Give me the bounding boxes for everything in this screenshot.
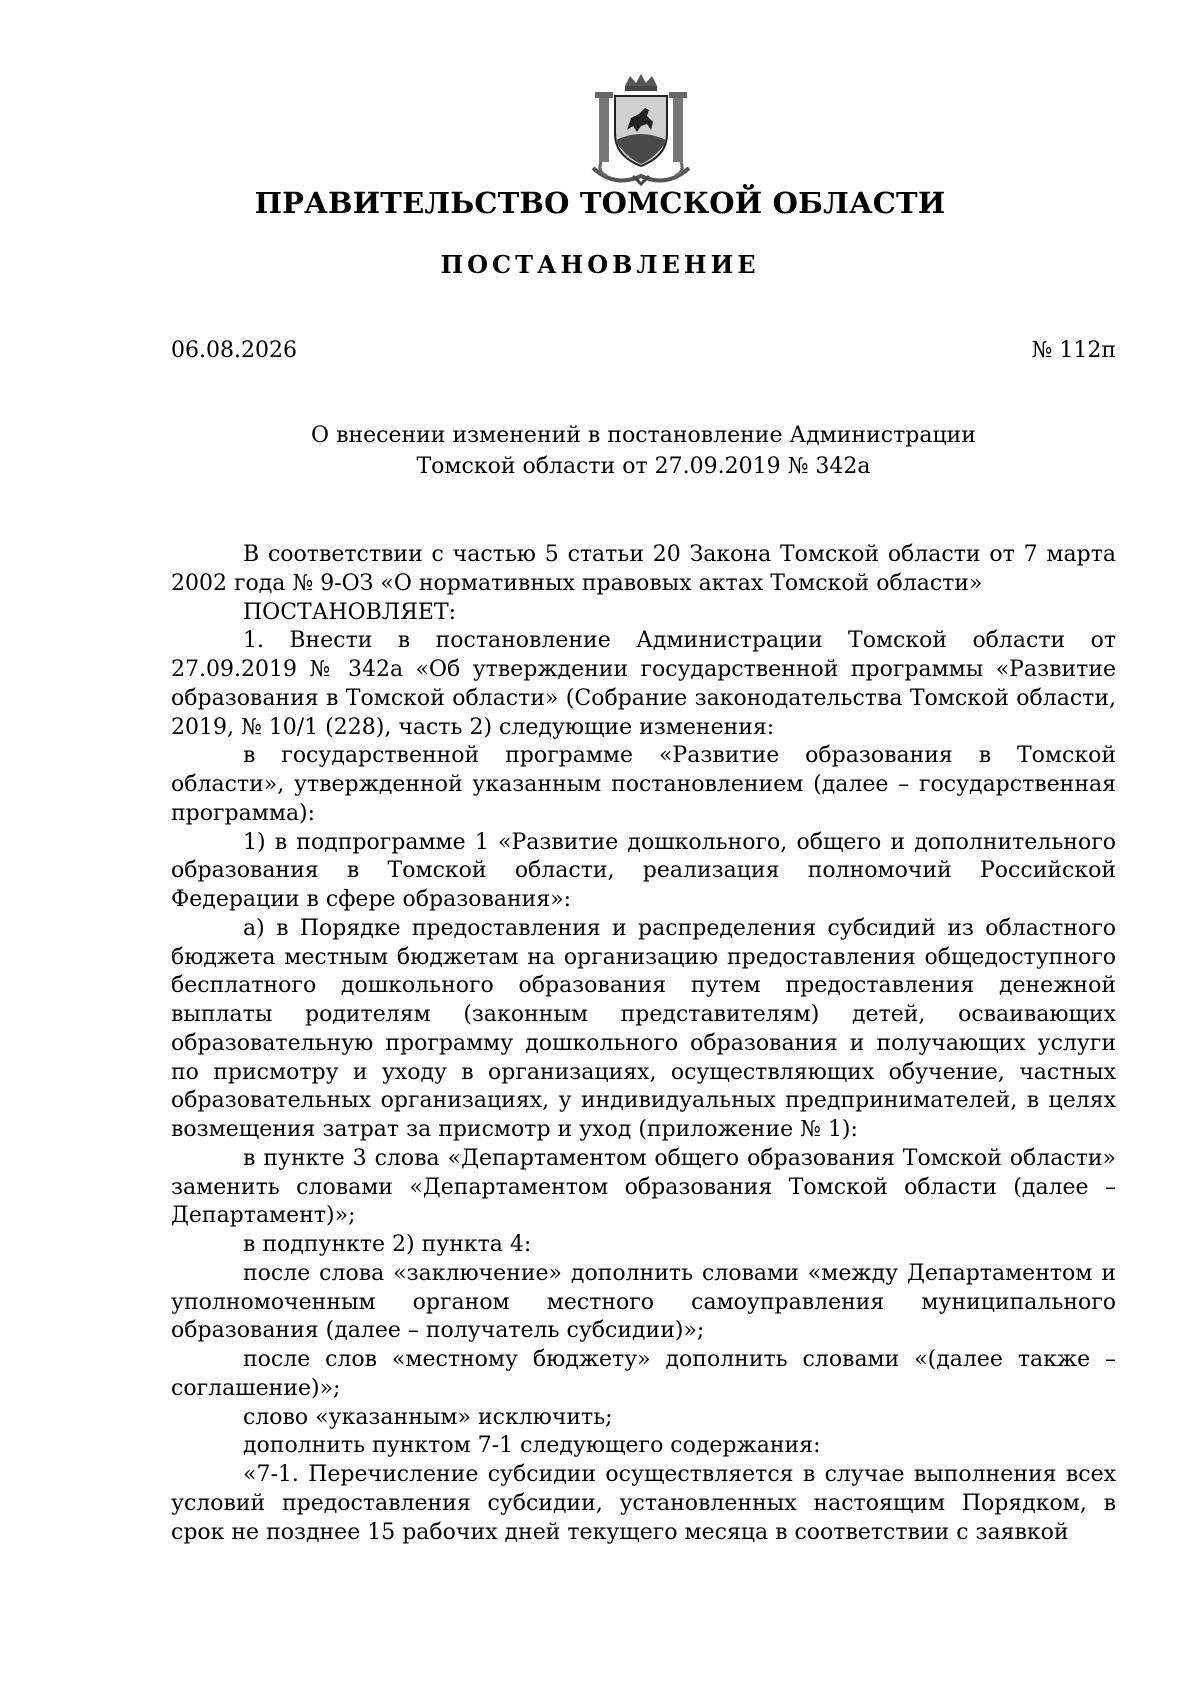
body-paragraph: 1. Внести в постановление Администрации Томской области от 27.09.2019 № 342а «Об утверждении государственной программы «Развитие образования в Томской области» (Собрание законодательства Томской области, 2019, № 10/1 (228), часть 2) следующие изменения: [171,628,1116,740]
body-paragraph: в государственной программе «Развитие образования в Томской области», утвержденной указанным постановлением (далее – государственная программа): [171,743,1116,826]
body-paragraph: В соответствии с частью 5 статьи 20 Закона Томской области от 7 марта 2002 года № 9-ОЗ «О нормативных правовых актах Томской области» [171,542,1116,596]
coat-of-arms-icon [585,72,697,190]
document-body [171,541,1116,1547]
body-paragraph: после слова «заключение» дополнить словами «между Департаментом и уполномоченным органом местного самоуправления муниципального образования (далее – получатель субсидии)»; [171,1260,1116,1344]
organization-title: ПРАВИТЕЛЬСТВО ТОМСКОЙ ОБЛАСТИ [254,186,946,220]
body-paragraph: дополнить пунктом 7-1 следующего содержания: [243,1433,821,1459]
document-number: № 112п [1031,338,1116,363]
body-paragraph: после слов «местному бюджету» дополнить словами «(далее также – соглашение)»; [171,1347,1116,1401]
body-paragraph: а) в Порядке предоставления и распределения субсидий из областного бюджета местным бюджетам на организацию предоставления общедоступного бесплатного дошкольного образования путем предоставления денежной выплаты родителям (законным представителям) детей, осваивающих образовательную программу дошкольного образования и получающих услуги по присмотру и уходу в организациях, осуществляющих обучение, частных образовательных организациях, у индивидуальных предпринимателей, в целях возмещения затрат за присмотр и уход (приложение № 1): [171,915,1116,1142]
body-paragraph: в пункте 3 слова «Департаментом общего образования Томской области» заменить словами «Департаментом образования Томской области (далее – Департамент)»; [171,1145,1116,1229]
body-paragraph: «7-1. Перечисление субсидии осуществляется в случае выполнения всех условий предоставления субсидии, установленных настоящим Порядком, в срок не позднее 15 рабочих дней текущего месяца в соответствии с заявкой [171,1462,1116,1545]
subject-line: Томской области от 27.09.2019 № 342а [416,454,871,479]
document-subject [171,420,1116,482]
subject-line: О внесении изменений в постановление Администрации [311,423,976,448]
document-type: ПОСТАНОВЛЕНИЕ [440,250,760,279]
body-paragraph: 1) в подпрограмме 1 «Развитие дошкольного, общего и дополнительного образования в Томской области, реализация полномочий Российской Федерации в сфере образования»: [171,829,1116,912]
body-paragraph: в подпункте 2) пункта 4: [243,1232,532,1257]
body-paragraph: слово «указанным» исключить; [243,1404,613,1430]
body-paragraph: ПОСТАНОВЛЯЕТ: [243,599,457,625]
document-date: 06.08.2026 [171,338,297,363]
